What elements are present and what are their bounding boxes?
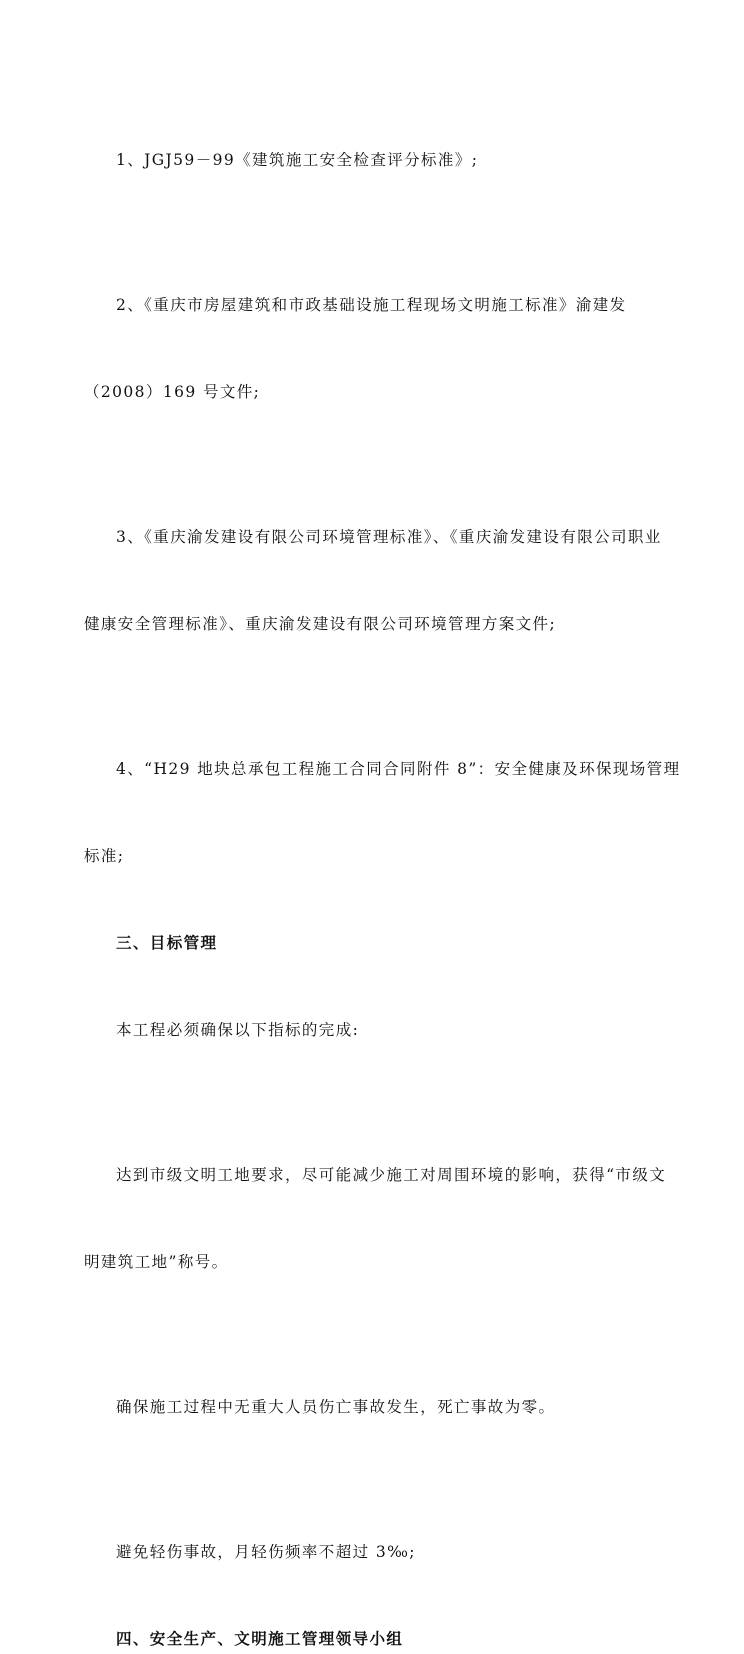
section-3-paragraph-3 [84,1335,684,1480]
section-3-p1-line-1: 本工程必须确保以下指标的完成: [116,1021,360,1039]
reference-2-line-1: 2、《重庆市房屋建筑和市政基础设施工程现场文明施工标准》渝建发 [116,296,627,314]
section-3-heading: 三、目标管理 [116,934,218,952]
section-3-p2-line-1: 达到市级文明工地要求，尽可能减少施工对周围环境的影响，获得“市级文 [116,1166,667,1184]
section-3-paragraph-4 [84,1480,684,1625]
reference-3-line-1: 3、《重庆渝发建设有限公司环境管理标准》、《重庆渝发建设有限公司职业 [116,528,662,546]
reference-1-line-1: 1、JGJ59－99《建筑施工安全检查评分标准》; [116,151,479,169]
section-3-p3-line-1: 确保施工过程中无重大人员伤亡事故发生，死亡事故为零。 [116,1398,556,1416]
reference-2-line-2: （2008）169 号文件; [84,383,261,401]
document-body [84,88,684,1654]
reference-4-line-1: 4、“H29 地块总承包工程施工合同合同附件 8”：安全健康及环保现场管理 [116,760,681,778]
reference-item-3 [84,465,684,697]
section-4-heading: 四、安全生产、文明施工管理领导小组 [116,1630,404,1648]
reference-3-line-2: 健康安全管理标准》、重庆渝发建设有限公司环境管理方案文件; [84,615,557,633]
section-3-paragraph-2 [84,1103,684,1335]
section-3-p2-line-2: 明建筑工地”称号。 [84,1253,229,1271]
reference-4-line-2: 标准; [84,847,125,865]
reference-item-1 [84,88,684,233]
reference-item-2 [84,233,684,465]
section-3-paragraph-1 [84,958,684,1103]
section-3-p4-line-1: 避免轻伤事故，月轻伤频率不超过 3‰; [116,1543,416,1561]
reference-item-4 [84,697,684,929]
